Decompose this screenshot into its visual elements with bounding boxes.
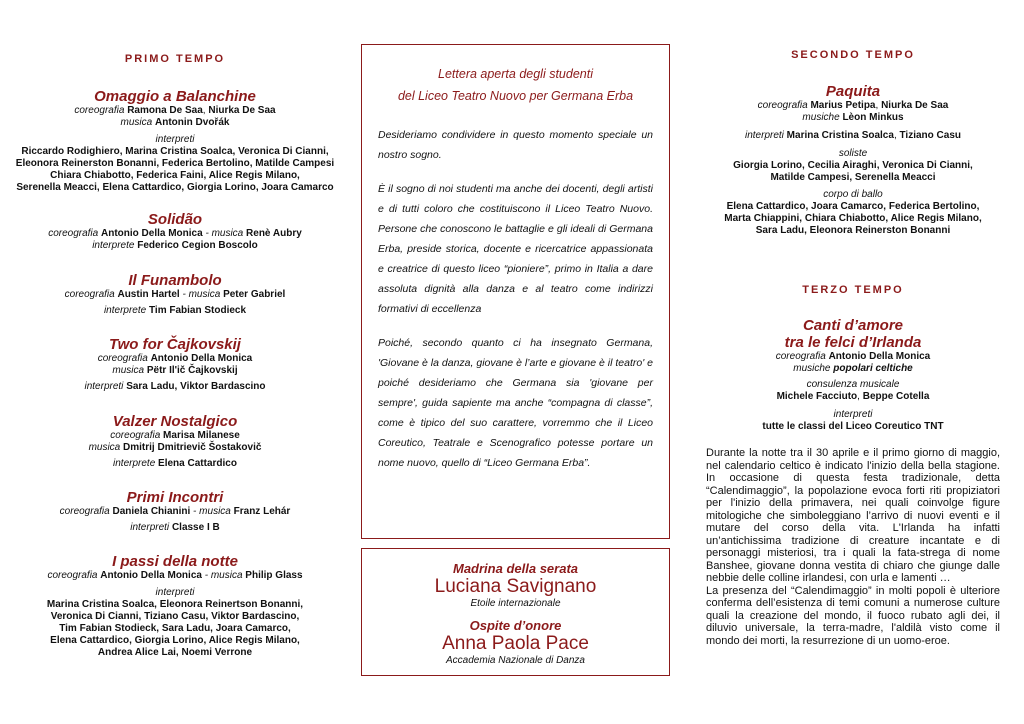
piece-interpreti-line: Tim Fabian Stodieck, Sara Ladu, Joara Camarco, [59,623,291,634]
lettera-paragraph: Poiché, secondo quanto ci ha insegnato Germana, 'Giovane è la danza, giovane è l’arte e giovane è il teatro' e poiché desideriamo che Germana sia 'giovane per sempre', guida sapiente ma anche “compagna di classe”, come è tipico del suo carattere, vorremmo che il Liceo Coreutico, Teatrale e Scenografico potesse portare un nome nuovo, quello di “Liceo Germana Erba”. [378,337,653,469]
piece-omaggio [10,88,340,194]
corpo-di-ballo-line: Marta Chiappini, Chiara Chiabotto, Alice Regis Milano, [724,213,982,224]
piece-title: Paquita [825,83,881,100]
piece-interpreti-label: interpreti [155,587,195,598]
lettera-paragraph: Desideriamo condividere in questo momento speciale un nostro sogno. [378,129,653,161]
ospite-label: Ospite d’onore [469,618,562,633]
ospite-name: Anna Paola Pace [442,633,589,654]
piece-coreografia: coreografia Marius Petipa, Niurka De Saa [757,100,949,111]
description-paragraph: Durante la notte tra il 30 aprile e il primo giorno di maggio, nel calendario celtico è indicato l'inizio della bella stagione. In occasione di questa festa tradizionale, detta “Calendimaggio”, la popolazione evoca forti riti propiziatori per l'inizio della primavera, nei quali coinvolge figure mitologiche che simboleggiano l’arrivo di nuovi eventi e il mutare del corso della vita. L'Irlanda ha infatti un’antichissima tradizione di creature incantate e di personaggi misteriosi, tra i quali la fata-strega di nome Banshee, giovane donna vestita di chiaro che giunge dalle nebbie delle colline irlandesi, con urla e lamenti … [706,447,1000,584]
piece-interpreti-line: Veronica Di Cianni, Tiziano Casu, Viktor Bardascino, [50,611,300,622]
piece-musica: musica Pëtr Il'ič Čajkovskij [112,365,238,376]
soliste-line: Matilde Campesi, Serenella Meacci [770,172,936,183]
madrina-label: Madrina della serata [453,561,578,576]
piece-two-for [10,336,340,393]
piece-title: Il Funambolo [128,272,222,289]
piece-interpreti: interpreti Sara Ladu, Viktor Bardascino [84,381,266,392]
piece-musica: musiche Lèon Minkus [802,112,904,123]
piece-valzer [10,413,340,470]
piece-coreografia: coreografia Ramona De Saa, Niurka De Saa [74,105,276,116]
terzo-tempo-header: TERZO TEMPO [802,284,904,296]
piece-subtitle: tra le felci d’Irlanda [784,334,922,351]
piece-paquita [700,83,1006,237]
piece-title: Primi Incontri [126,489,224,506]
piece-canti-amore [700,317,1006,433]
primo-tempo-header: PRIMO TEMPO [124,53,226,65]
corpo-di-ballo-line: Elena Cattardico, Joara Camarco, Federica Bertolino, [726,201,980,212]
piece-musica: musica Dmitrij Dmitrievič Šostakovič [88,442,262,453]
piece-credits: coreografia Antonio Della Monica - musica Renè Aubry [48,228,302,239]
consulenza-names: Michele Facciuto, Beppe Cotella [776,391,930,402]
piece-interpreti: interprete Elena Cattardico [113,458,237,469]
piece-title: Solidão [147,211,203,228]
interpreti-names: tutte le classi del Liceo Coreutico TNT [762,421,944,432]
madrina-name: Luciana Savignano [434,576,597,597]
piece-solidao [10,211,340,252]
piece-coreografia: coreografia Marisa Milanese [110,430,240,441]
soliste-label: soliste [838,148,868,159]
piece-passi-notte [10,553,340,659]
piece-title: Omaggio a Balanchine [94,88,256,105]
corpo-di-ballo-label: corpo di ballo [823,189,883,200]
piece-title: Canti d’amore [802,317,904,334]
interpreti-label: interpreti [833,409,873,420]
lettera-title: Lettera aperta degli studenti [438,67,593,81]
piece-interpreti: interprete Tim Fabian Stodieck [103,305,247,316]
piece-interpreti-line: Riccardo Rodighiero, Marina Cristina Soalca, Veronica Di Cianni, [21,146,329,157]
piece-credits: coreografia Austin Hartel - musica Peter Gabriel [64,289,286,300]
piece-musica: musica Antonin Dvořák [120,117,230,128]
piece-interpreti-line: Andrea Alice Lai, Noemi Verrone [97,647,253,658]
piece-title: I passi della notte [112,553,238,570]
secondo-tempo-header: SECONDO TEMPO [791,49,915,61]
piece-title: Two for Čajkovskij [109,336,241,353]
piece-interpreti-line: Chiara Chiabotto, Federica Faini, Alice Regis Milano, [50,170,300,181]
lettera-box [361,44,670,539]
piece-interpreti: interpreti Marina Cristina Soalca, Tiziano Casu [744,130,961,141]
lettera-paragraph: È il sogno di noi studenti ma anche dei docenti, degli artisti e di tutti coloro che costituiscono il Liceo Teatro Nuovo. Persone che conoscono le battaglie e gli ideali di Germana Erba, preside storica, docente e ricercatrice appassionata e creatrice di questo liceo “pioniere”, primo in Italia a dare assoluta dignità alla danza e al teatro come indirizzi formativi di eccellenza [378,183,653,315]
piece-interpreti-label: interpreti [155,134,195,145]
corpo-di-ballo-line: Sara Ladu, Eleonora Reinerston Bonanni [755,225,951,236]
piece-interpreti: interpreti Classe I B [130,522,220,533]
piece-coreografia: coreografia Antonio Della Monica [97,353,253,364]
consulenza-label: consulenza musicale [806,379,900,390]
description-paragraph: La presenza del “Calendimaggio” in molti popoli è ulteriore conferma dell’esistenza di temi comuni a numerose culture quali la creazione del mondo, il fuoco rubato agli dei, il diluvio universale, la terra-madre, l'aldilà visto come il mondo dei morti, la resurrezione di un uomo-eroe. [706,584,1000,647]
ospiti-box [361,548,670,676]
piece-interpreti-line: Serenella Meacci, Elena Cattardico, Giorgia Lorino, Joara Camarco [16,182,334,193]
lettera-subtitle: del Liceo Teatro Nuovo per Germana Erba [397,89,634,103]
madrina-subtitle: Etoile internazionale [470,598,561,609]
piece-musica: musiche popolari celtiche [793,363,913,374]
terzo-description [706,447,1000,647]
ospite-subtitle: Accademia Nazionale di Danza [446,655,585,666]
piece-interpreti-line: Marina Cristina Soalca, Eleonora Reinertson Bonanni, [46,599,304,610]
piece-coreografia: coreografia Antonio Della Monica [775,351,931,362]
piece-credits: coreografia Antonio Della Monica - musica Philip Glass [47,570,303,581]
piece-funambolo [10,272,340,317]
piece-title: Valzer Nostalgico [112,413,238,430]
soliste-line: Giorgia Lorino, Cecilia Airaghi, Veronica Di Cianni, [733,160,973,171]
piece-interpreti-line: Elena Cattardico, Giorgia Lorino, Alice Regis Milano, [50,635,300,646]
piece-primi-incontri [10,489,340,534]
piece-credits: coreografia Daniela Chianini - musica Franz Lehár [59,506,291,517]
piece-interpreti-line: Eleonora Reinerston Bonanni, Federica Bertolino, Matilde Campesi [15,158,335,169]
piece-interpreti: interprete Federico Cegion Boscolo [92,240,258,251]
